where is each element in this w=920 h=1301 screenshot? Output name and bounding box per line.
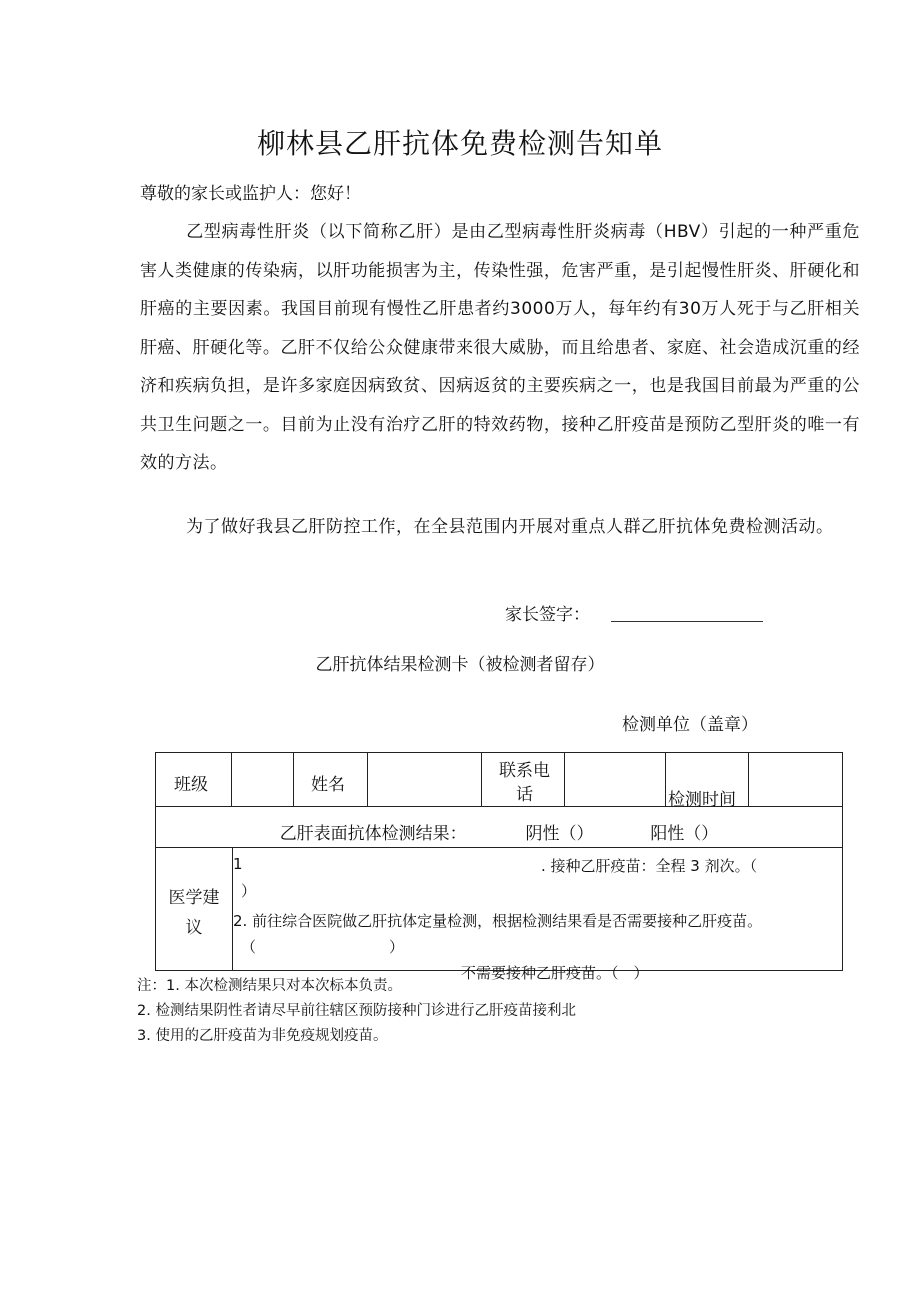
advice-2-open: （ (241, 938, 257, 956)
card-title: 乙肝抗体结果检测卡（被检测者留存） (315, 655, 605, 675)
medical-advice-label (156, 883, 232, 943)
phone-label (499, 759, 550, 807)
advice-2-text[interactable]: 2. 前往综合医院做乙肝抗体定量检测，根据检测结果看是否需要接种乙肝疫苗。 (233, 912, 763, 930)
class-label: 班级 (174, 775, 208, 795)
phone-label-line1: 联系电 (499, 761, 550, 781)
advice-1-number: 1 (233, 855, 243, 873)
advice-label-line1: 医学建 (168, 888, 220, 908)
table-divider (665, 753, 666, 807)
greeting: 尊敬的家长或监护人：您好！ (140, 184, 361, 204)
signature-label: 家长签字： (505, 605, 590, 625)
result-row (156, 819, 842, 844)
advice-2-close: ） (389, 938, 405, 956)
page-title: 柳林县乙肝抗体免费检测告知单 (256, 127, 663, 160)
table-divider (481, 753, 482, 807)
activity-paragraph (140, 508, 860, 547)
advice-label-line2: 议 (185, 918, 203, 938)
table-divider (748, 753, 749, 807)
negative-option[interactable]: 阴性（） (525, 824, 594, 844)
note-2: 2. 检测结果阴性者请尽早前往辖区预防接种门诊进行乙肝疫苗接利北 (137, 1003, 576, 1019)
advice-3-text[interactable]: 不需要接种乙肝疫苗。（ ） (461, 964, 649, 982)
result-card-table (155, 752, 843, 982)
name-label: 姓名 (311, 775, 345, 795)
class-field[interactable] (251, 770, 291, 790)
phone-label-line2: 话 (516, 785, 533, 805)
table-divider (564, 753, 565, 807)
test-time-label: 检测时间 (668, 790, 736, 810)
advice-1-text[interactable]: . 接种乙肝疫苗：全程 3 剂次。（ (541, 857, 758, 875)
testing-unit-label: 检测单位（盖章） (622, 715, 758, 735)
name-field[interactable] (381, 770, 471, 790)
intro-paragraph (140, 213, 860, 483)
phone-field[interactable] (574, 770, 654, 790)
signature-line[interactable] (611, 621, 763, 622)
medical-advice-cell (232, 848, 843, 982)
note-1: 注：1. 本次检测结果只对本次标本负责。 (137, 978, 402, 994)
positive-option[interactable]: 阳性（） (650, 824, 719, 844)
intro-text: 乙型病毒性肝炎（以下简称乙肝）是由乙型病毒性肝炎病毒（HBV）引起的一种严重危害人类健康的传染病，以肝功能损害为主，传染性强，危害严重，是引起慢性肝炎、肝硬化和肝癌的主要因素。我国目前现有慢性乙肝患者约3000万人，每年约有30万人死于与乙肝相关肝癌、肝硬化等。乙肝不仅给公众健康带来很大威胁，而且给患者、家庭、社会造成沉重的经济和疾病负担，是许多家庭因病致贫、因病返贫的主要疾病之一，也是我国目前最为严重的公共卫生问题之一。目前为止没有治疗乙肝的特效药物，接种乙肝疫苗是预防乙型肝炎的唯一有效的方法。 (140, 222, 860, 473)
table-divider (293, 753, 294, 807)
table-divider (231, 753, 232, 807)
activity-text: 为了做好我县乙肝防控工作，在全县范围内开展对重点人群乙肝抗体免费检测活动。 (186, 517, 834, 537)
note-3: 3. 使用的乙肝疫苗为非免疫规划疫苗。 (137, 1028, 388, 1044)
table-divider (367, 753, 368, 807)
advice-1-close: ） (241, 882, 257, 900)
test-time-field[interactable] (758, 770, 838, 790)
result-label: 乙肝表面抗体检测结果： (279, 824, 467, 844)
